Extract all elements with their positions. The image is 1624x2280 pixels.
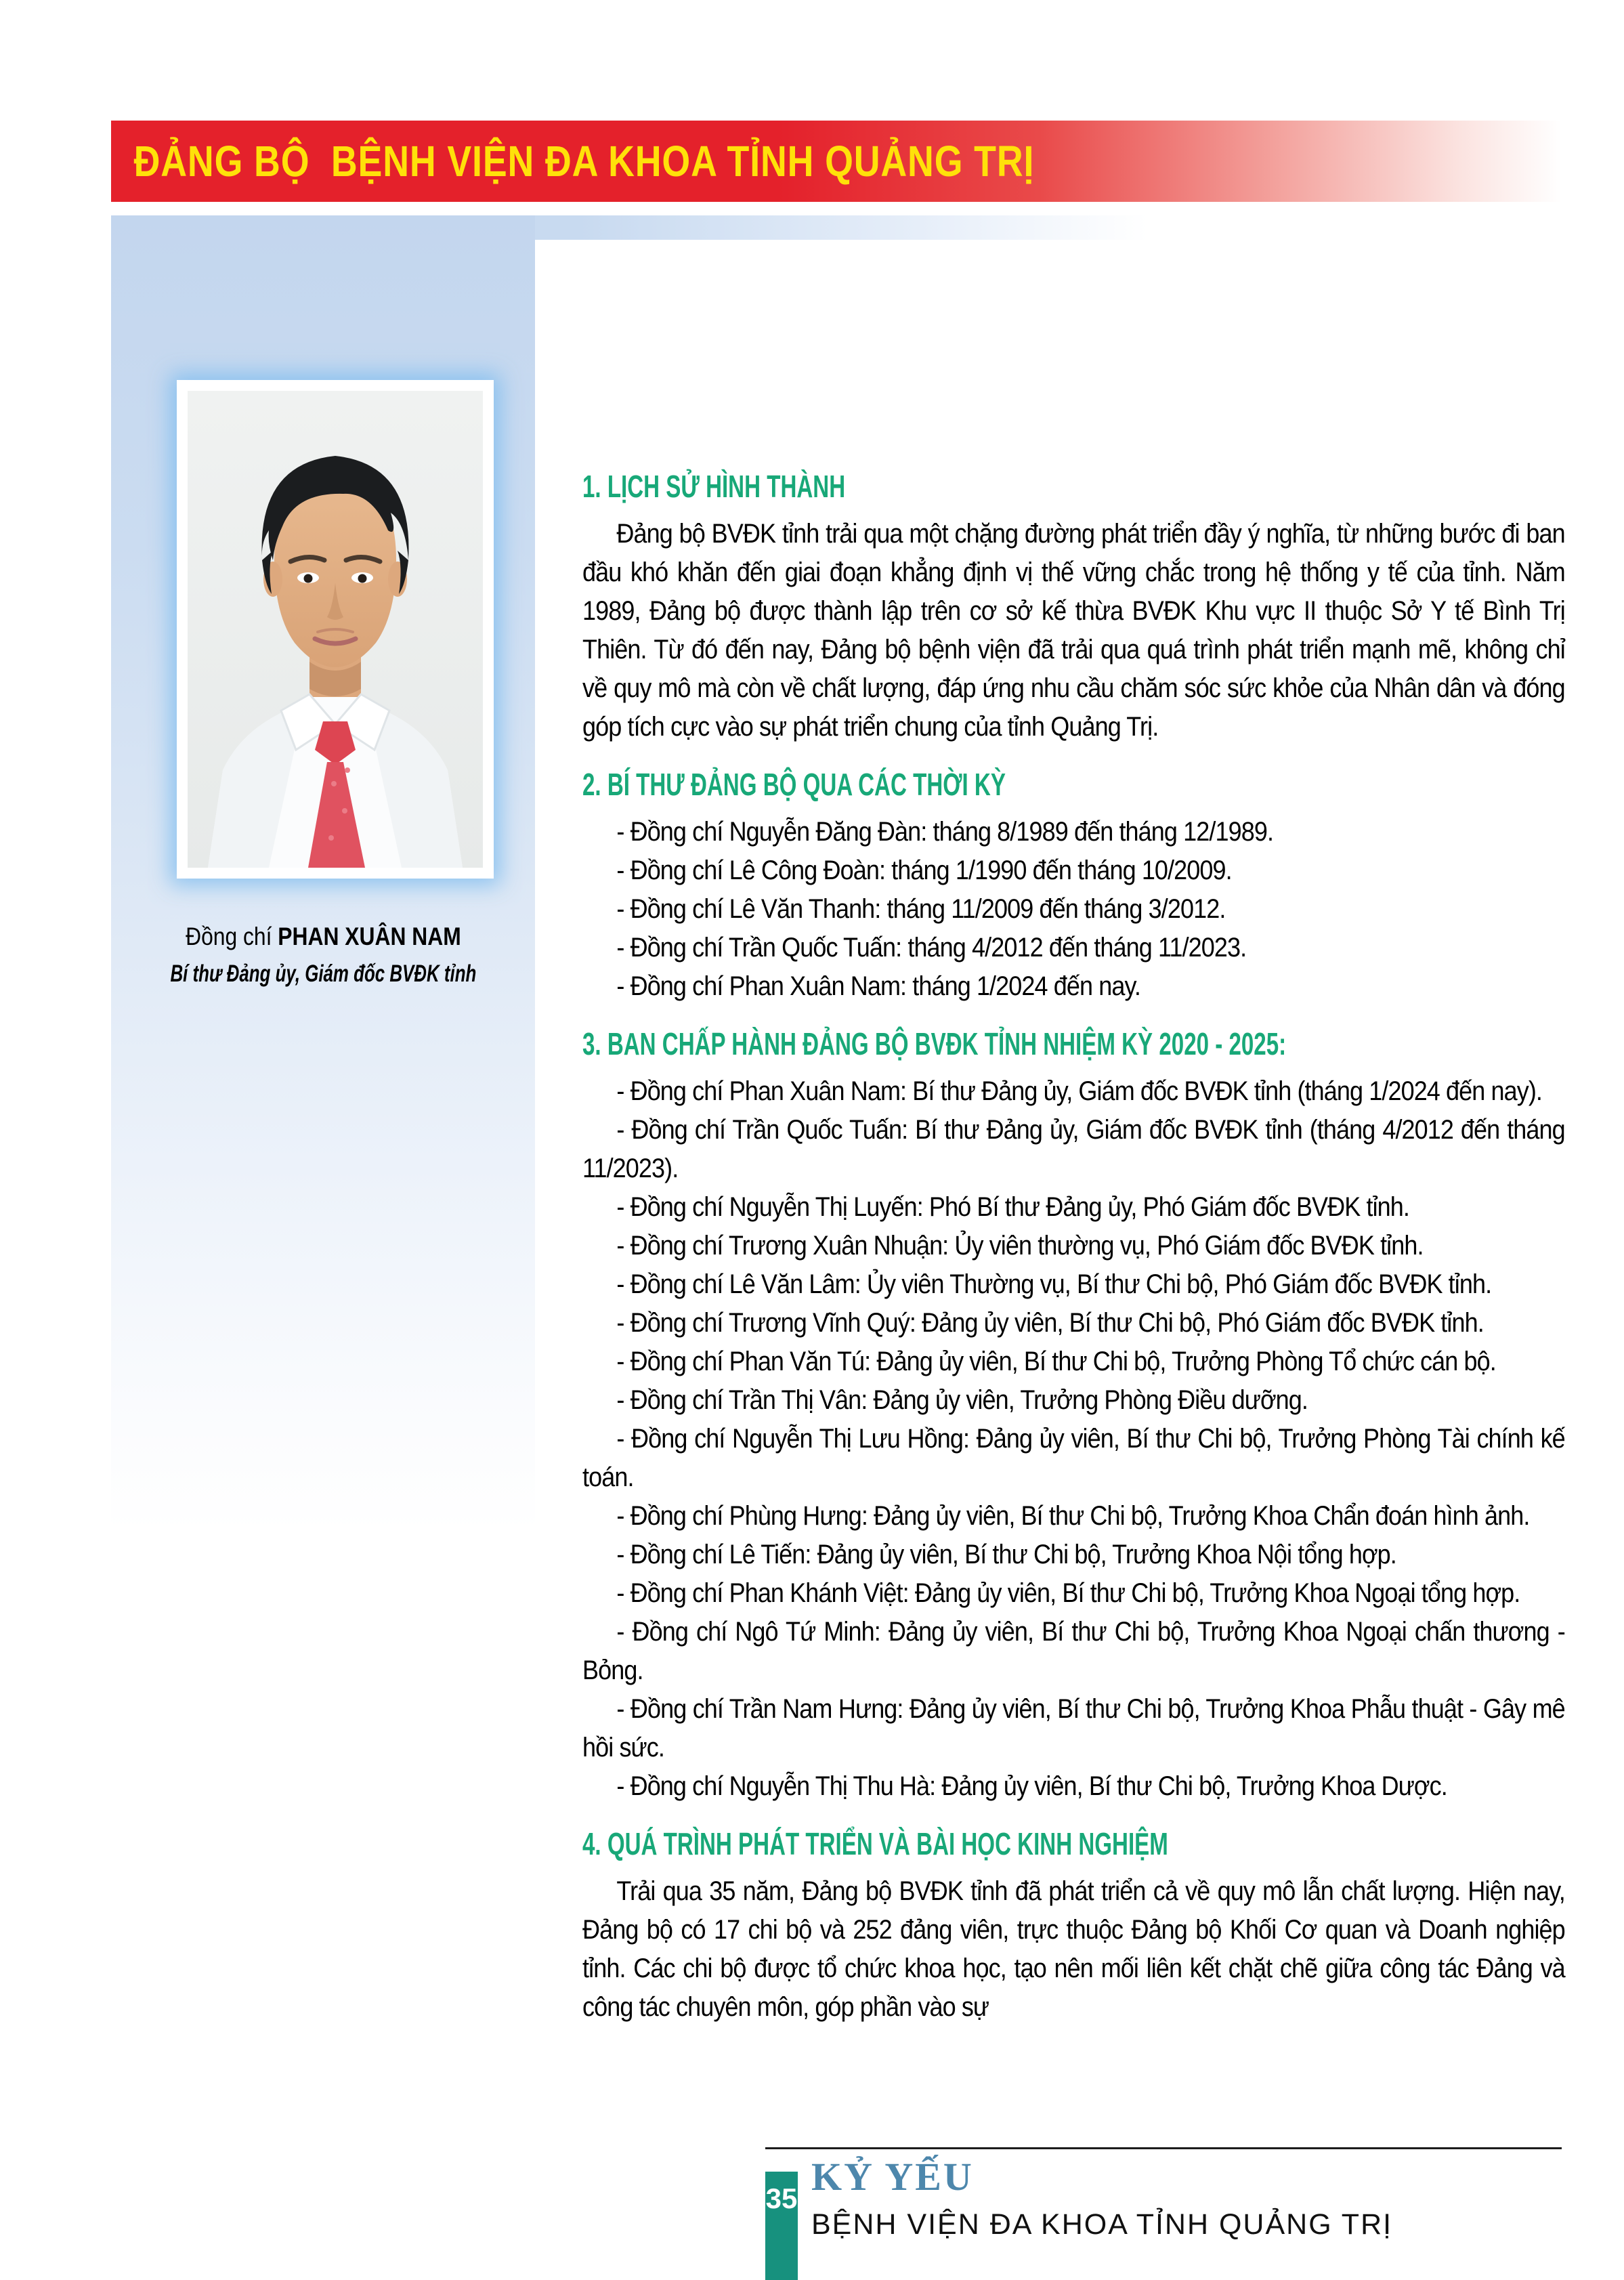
list-item: - Đồng chí Phùng Hưng: Đảng ủy viên, Bí thư Chi bộ, Trưởng Khoa Chẩn đoán hình ảnh.: [616, 1501, 1530, 1531]
section-heading: 4. QUÁ TRÌNH PHÁT TRIỂN VÀ BÀI HỌC KINH NGHIỆM: [582, 1826, 1168, 1861]
list-item: - Đồng chí Lê Văn Lâm: Ủy viên Thường vụ, Bí thư Chi bộ, Phó Giám đốc BVĐK tỉnh.: [616, 1269, 1492, 1299]
photo-caption: [111, 923, 535, 988]
list-item: - Đồng chí Phan Xuân Nam: Bí thư Đảng ủy, Giám đốc BVĐK tỉnh (tháng 1/2024 đến nay).: [616, 1076, 1543, 1106]
section-secretaries: [582, 767, 1565, 1006]
secretaries-list: [582, 813, 1565, 1006]
caption-role: Bí thư Đảng ủy, Giám đốc BVĐK tỉnh: [170, 960, 476, 987]
list-item: - Đồng chí Ngô Tứ Minh: Đảng ủy viên, Bí thư Chi bộ, Trưởng Khoa Ngoại chấn thương - Bỏng.: [582, 1617, 1565, 1685]
list-item: - Đồng chí Nguyễn Thị Luyến: Phó Bí thư Đảng ủy, Phó Giám đốc BVĐK tỉnh.: [616, 1192, 1410, 1222]
list-item: - Đồng chí Lê Tiến: Đảng ủy viên, Bí thư Chi bộ, Trưởng Khoa Nội tổng hợp.: [616, 1540, 1396, 1569]
page-number: 35: [765, 2182, 798, 2214]
section-heading: 2. BÍ THƯ ĐẢNG BỘ QUA CÁC THỜI KỲ: [582, 767, 1006, 802]
header-banner: [111, 121, 1562, 202]
caption-name: PHAN XUÂN NAM: [277, 923, 461, 950]
page-number-badge: [765, 2172, 798, 2280]
banner-title: ĐẢNG BỘ BỆNH VIỆN ĐA KHOA TỈNH QUẢNG TRỊ: [133, 137, 1035, 186]
committee-list: [582, 1072, 1565, 1806]
list-item: - Đồng chí Lê Công Đoàn: tháng 1/1990 đến tháng 10/2009.: [616, 856, 1232, 885]
main-content: [582, 469, 1565, 2047]
list-item: - Đồng chí Trần Quốc Tuấn: tháng 4/2012 đến tháng 11/2023.: [616, 933, 1247, 963]
list-item: - Đồng chí Trần Nam Hưng: Đảng ủy viên, Bí thư Chi bộ, Trưởng Khoa Phẫu thuật - Gây mê hồi sức.: [582, 1694, 1565, 1762]
caption-prefix: Đồng chí: [185, 923, 278, 950]
caption-name-line: [186, 923, 461, 951]
footer-rule: [765, 2147, 1562, 2149]
section-heading: 1. LỊCH SỬ HÌNH THÀNH: [582, 469, 846, 504]
section-paragraph: Trải qua 35 năm, Đảng bộ BVĐK tỉnh đã phát triển cả về quy mô lẫn chất lượng. Hiện nay, Đảng bộ có 17 chi bộ và 252 đảng viên, trực thuộc Đảng bộ Khối Cơ quan và Doanh nghiệp tỉnh. Các chi bộ được tổ chức khoa học, tạo nên mối liên kết chặt chẽ giữa công tác Đảng và công tác chuyên môn, góp phần vào sự: [582, 1876, 1565, 2022]
list-item: - Đồng chí Trần Thị Vân: Đảng ủy viên, Trưởng Phòng Điều dưỡng.: [616, 1385, 1308, 1415]
list-item: - Đồng chí Lê Văn Thanh: tháng 11/2009 đến tháng 3/2012.: [616, 894, 1226, 924]
caption-role-line: [141, 960, 505, 988]
list-item: - Đồng chí Nguyễn Đăng Đàn: tháng 8/1989 đến tháng 12/1989.: [616, 817, 1274, 847]
section-heading: 3. BAN CHẤP HÀNH ĐẢNG BỘ BVĐK TỈNH NHIỆM KỲ 2020 - 2025:: [582, 1026, 1287, 1061]
list-item: - Đồng chí Trương Vĩnh Quý: Đảng ủy viên, Bí thư Chi bộ, Phó Giám đốc BVĐK tỉnh.: [616, 1308, 1484, 1338]
list-item: - Đồng chí Trương Xuân Nhuận: Ủy viên thường vụ, Phó Giám đốc BVĐK tỉnh.: [616, 1231, 1424, 1261]
portrait-photo: [177, 380, 494, 879]
list-item: - Đồng chí Nguyễn Thị Thu Hà: Đảng ủy viên, Bí thư Chi bộ, Trưởng Khoa Dược.: [616, 1771, 1447, 1801]
list-item: - Đồng chí Phan Văn Tú: Đảng ủy viên, Bí thư Chi bộ, Trưởng Phòng Tổ chức cán bộ.: [616, 1347, 1496, 1376]
list-item: - Đồng chí Phan Xuân Nam: tháng 1/2024 đến nay.: [616, 971, 1140, 1001]
portrait-illustration: [188, 391, 483, 868]
section-history: [582, 469, 1565, 746]
book-subtitle: BỆNH VIỆN ĐA KHOA TỈNH QUẢNG TRỊ: [811, 2208, 1393, 2241]
list-item: - Đồng chí Nguyễn Thị Lưu Hồng: Đảng ủy viên, Bí thư Chi bộ, Trưởng Phòng Tài chính kế toán.: [582, 1424, 1565, 1492]
book-title: KỶ YẾU: [811, 2155, 974, 2199]
list-item: - Đồng chí Trần Quốc Tuấn: Bí thư Đảng ủy, Giám đốc BVĐK tỉnh (tháng 4/2012 đến tháng 11/2023).: [582, 1115, 1565, 1183]
list-item: - Đồng chí Phan Khánh Việt: Đảng ủy viên, Bí thư Chi bộ, Trưởng Khoa Ngoại tổng hợp.: [616, 1578, 1520, 1608]
section-committee: [582, 1026, 1565, 1806]
section-development: [582, 1826, 1565, 2027]
section-paragraph: Đảng bộ BVĐK tỉnh trải qua một chặng đường phát triển đầy ý nghĩa, từ những bước đi ban đầu khó khăn đến giai đoạn khẳng định vị thế vững chắc trong hệ thống y tế của tỉnh. Năm 1989, Đảng bộ được thành lập trên cơ sở kế thừa BVĐK Khu vực II thuộc Sở Y tế Bình Trị Thiên. Từ đó đến nay, Đảng bộ bệnh viện đã trải qua quá trình phát triển mạnh mẽ, không chỉ về quy mô mà còn về chất lượng, đáp ứng nhu cầu chăm sóc sức khỏe của Nhân dân và đóng góp tích cực vào sự phát triển chung của tỉnh Quảng Trị.: [582, 519, 1565, 742]
